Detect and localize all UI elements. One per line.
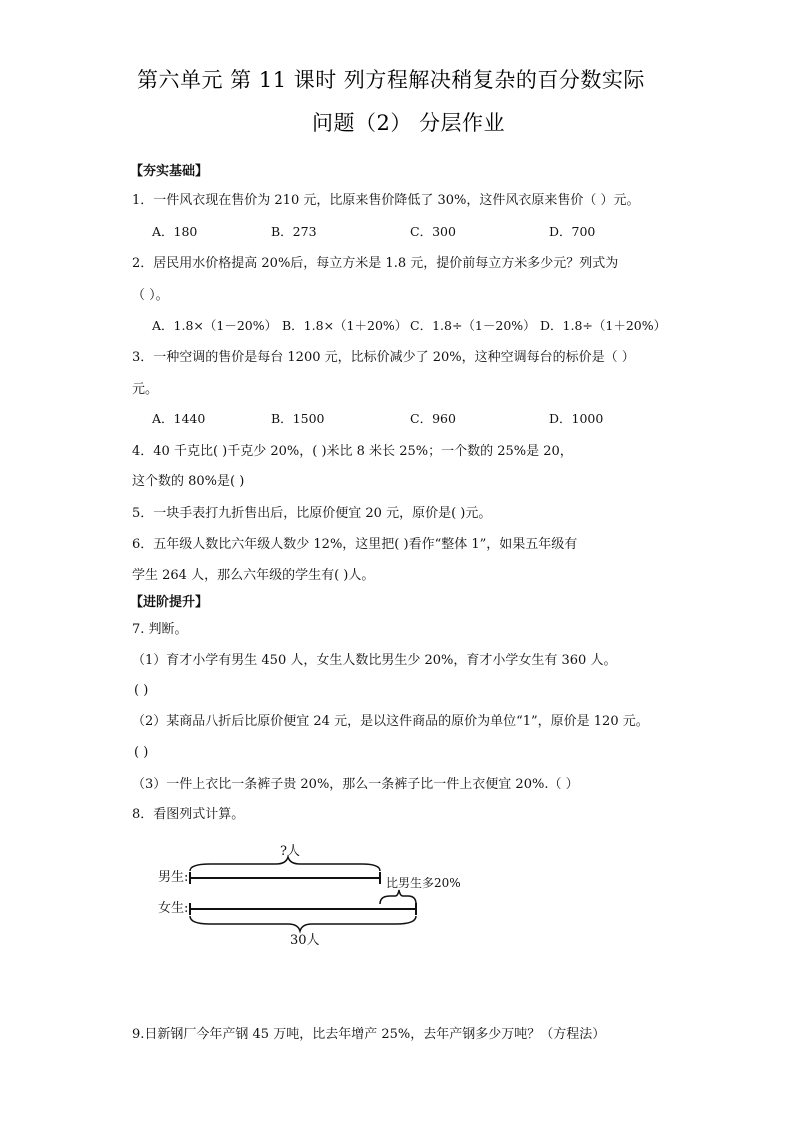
boys-label: 男生:	[158, 870, 189, 885]
bottom-brace	[190, 916, 416, 931]
q3-option-b: B．1500	[271, 411, 325, 426]
question-4-line-2: 这个数的 80%是( )	[132, 474, 245, 489]
q2-option-b: B．1.8×（1＋20%）	[282, 318, 408, 333]
q1-option-b: B．273	[271, 224, 317, 239]
q1-option-a: A．180	[152, 224, 198, 239]
question-3-line-2: 元。	[132, 382, 159, 397]
q3-option-c: C．960	[410, 411, 456, 426]
q2-option-d: D．1.8÷（1＋20%）	[540, 318, 667, 333]
question-6: 6．五年级人数比六年级人数少 12%，这里把( )看作“整体 1”，如果五年级有	[132, 537, 578, 552]
question-8: 8．看图列式计算。	[132, 807, 245, 822]
q3-option-d: D．1000	[549, 411, 604, 426]
section-basic: 【夯实基础】	[130, 164, 209, 179]
question-1: 1．一件风衣现在售价为 210 元，比原来售价降低了 30%，这件风衣原来售价（ ）元。	[132, 193, 640, 208]
q7-answer-paren-2: ( )	[134, 745, 149, 760]
diagram-bottom-label: 30人	[290, 933, 320, 948]
girls-label: 女生:	[158, 901, 189, 916]
q7-answer-paren-1: ( )	[134, 683, 149, 698]
question-7: 7. 判断。	[132, 622, 188, 637]
title-line-2: 问题（2） 分层作业	[312, 111, 506, 135]
question-2-line-2: （ ）。	[132, 288, 169, 303]
q7-statement-2: （2）某商品八折后比原价便宜 24 元，是以这件商品的原价为单位“1”，原价是 120 元。	[132, 714, 649, 729]
q3-option-a: A．1440	[152, 411, 206, 426]
q7-statement-1: （1）育才小学有男生 450 人，女生人数比男生少 20%，育才小学女生有 360 人。	[132, 653, 617, 668]
question-3: 3．一种空调的售价是每台 1200 元，比标价减少了 20%，这种空调每台的标价是（ ）	[132, 350, 635, 365]
top-brace	[190, 857, 380, 871]
question-6-line-2: 学生 264 人，那么六年级的学生有( )人。	[132, 568, 375, 583]
line-segment-diagram	[150, 838, 510, 958]
extra-brace	[380, 890, 416, 904]
diagram-top-label: ?人	[280, 844, 300, 859]
q1-option-d: D．700	[549, 224, 596, 239]
section-advanced: 【进阶提升】	[130, 595, 209, 610]
question-2: 2．居民用水价格提高 20%后，每立方米是 1.8 元，提价前每立方米多少元？列式为	[132, 256, 619, 271]
question-5: 5．一块手表打九折售出后，比原价便宜 20 元，原价是( )元。	[132, 506, 492, 521]
q2-option-c: C．1.8÷（1－20%）	[410, 318, 536, 333]
question-4: 4．40 千克比( )千克少 20%，( )米比 8 米长 25%；一个数的 25%是 20，	[132, 444, 573, 459]
question-9: 9.日新钢厂今年产钢 45 万吨，比去年增产 25%，去年产钢多少万吨？（方程法）	[132, 1027, 606, 1042]
q7-statement-3: （3）一件上衣比一条裤子贵 20%，那么一条裤子比一件上衣便宜 20%.（ ）	[132, 777, 579, 792]
q2-option-a: A．1.8×（1－20%）	[152, 318, 278, 333]
extra-label: 比男生多20%	[386, 876, 461, 890]
q1-option-c: C．300	[410, 224, 456, 239]
title-line-1: 第六单元 第 11 课时 列方程解决稍复杂的百分数实际	[137, 68, 645, 92]
